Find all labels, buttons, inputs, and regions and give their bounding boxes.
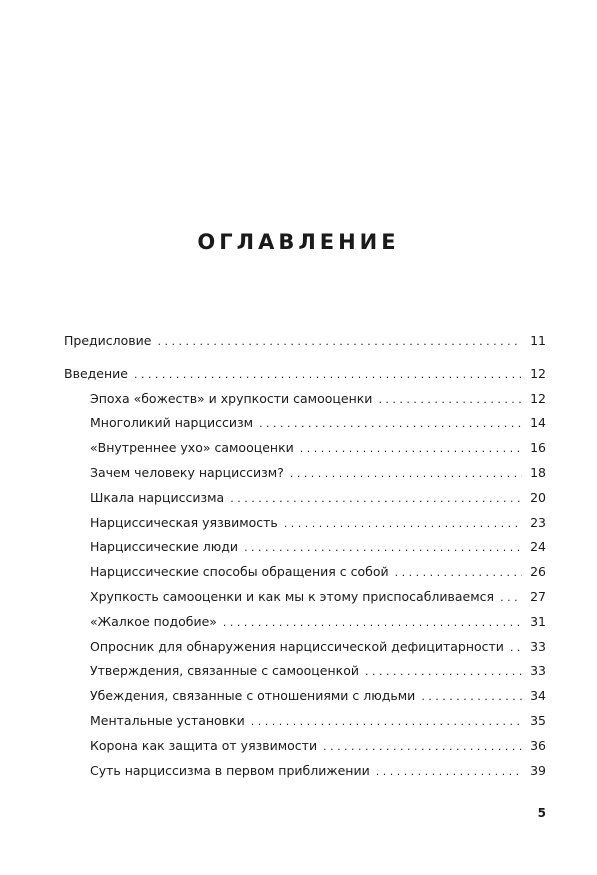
toc-entry [64, 413, 546, 438]
toc-dot-leader [323, 737, 522, 757]
toc-entry-title: Хрупкость самооценки и как мы к этому приспосабливаемся [90, 588, 495, 604]
toc-dot-leader [230, 489, 522, 509]
toc-dot-leader [290, 464, 522, 484]
toc-entry-page: 18 [530, 464, 546, 480]
toc-entry-page: 33 [530, 663, 546, 679]
toc-entry [64, 612, 546, 637]
toc-entry-title: Убеждения, связанные с отношениями с людьми [90, 688, 416, 704]
toc-dot-leader [395, 563, 522, 583]
toc-entry-page: 11 [530, 333, 546, 348]
toc-dot-leader [244, 538, 522, 558]
toc-entry-title: Зачем человеку нарциссизм? [90, 464, 284, 480]
toc-entry [64, 488, 546, 513]
toc-entry-page: 20 [530, 489, 546, 505]
toc-dot-leader [500, 588, 522, 608]
toc-entry-page: 31 [530, 613, 546, 629]
toc-entry-title: «Внутреннее ухо» самооценки [90, 440, 294, 456]
toc-entry [64, 661, 546, 686]
toc-dot-leader [300, 439, 522, 459]
toc-entry [64, 562, 546, 587]
toc-entry-page: 16 [530, 440, 546, 456]
toc-entry [64, 587, 546, 612]
toc-entry-page: 27 [530, 588, 546, 604]
toc-dot-leader [134, 365, 522, 385]
toc-entry [64, 637, 546, 662]
toc-entry-title: «Жалкое подобие» [90, 613, 217, 629]
toc-entry-title: Предисловие [64, 333, 152, 348]
toc-entry-title: Ментальные установки [90, 712, 245, 728]
toc-entry-page: 36 [530, 737, 546, 753]
toc-entry [64, 711, 546, 736]
toc-entry-page: 12 [530, 365, 546, 381]
toc-entry-page: 39 [530, 762, 546, 778]
toc-entry-title: Опросник для обнаружения нарциссической дефицитарности [90, 638, 504, 654]
page-title: ОГЛАВЛЕНИЕ [197, 230, 400, 254]
toc-dot-leader [365, 662, 522, 682]
table-of-contents [64, 331, 546, 785]
toc-entry-page: 23 [530, 514, 546, 530]
toc-dot-leader [284, 514, 522, 534]
toc-dot-leader [421, 687, 522, 707]
toc-entry-title: Утверждения, связанные с самооценкой [90, 663, 359, 679]
toc-entry-title: Суть нарциссизма в первом приближении [90, 762, 370, 778]
toc-entry-title: Корона как защита от уязвимости [90, 737, 318, 753]
toc-entry [64, 331, 546, 356]
toc-entry-title: Шкала нарциссизма [90, 489, 225, 505]
toc-entry-page: 34 [530, 688, 546, 704]
toc-entry-title: Нарциссические люди [90, 539, 239, 555]
toc-dot-leader [251, 712, 522, 732]
toc-entry [64, 364, 546, 389]
toc-dot-leader [510, 638, 522, 658]
toc-entry-title: Нарциссическая уязвимость [90, 514, 278, 530]
toc-entry [64, 438, 546, 463]
toc-entry-title: Введение [64, 365, 128, 381]
toc-entry [64, 686, 546, 711]
toc-entry-page: 24 [530, 539, 546, 555]
toc-dot-leader [378, 390, 522, 410]
toc-entry [64, 537, 546, 562]
toc-entry-page: 14 [530, 415, 546, 431]
toc-entry-title: Многоликий нарциссизм [90, 415, 254, 431]
toc-entry [64, 513, 546, 538]
toc-entry-page: 12 [530, 390, 546, 406]
toc-dot-leader [259, 414, 522, 434]
toc-dot-leader [223, 613, 522, 633]
toc-entry [64, 389, 546, 414]
toc-entry [64, 761, 546, 786]
toc-dot-leader [157, 332, 522, 352]
toc-entry-page: 26 [530, 564, 546, 580]
toc-entry-page: 33 [530, 638, 546, 654]
toc-entry [64, 736, 546, 761]
toc-entry-title: Эпоха «божеств» и хрупкости самооценки [90, 390, 373, 406]
toc-entry-title: Нарциссические способы обращения с собой [90, 564, 389, 580]
page-number: 5 [537, 806, 546, 820]
toc-dot-leader [376, 762, 522, 782]
toc-entry [64, 463, 546, 488]
toc-entry-page: 35 [530, 712, 546, 728]
